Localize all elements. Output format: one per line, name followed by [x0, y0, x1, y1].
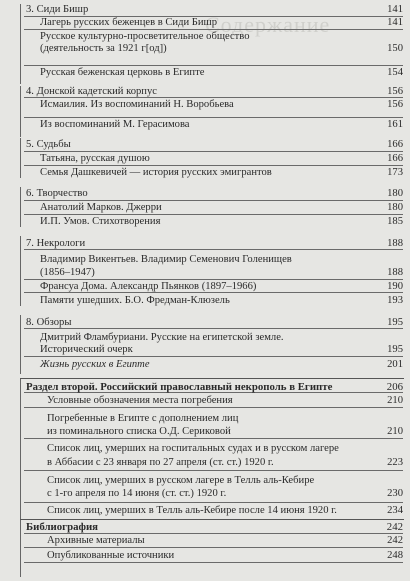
toc-page-number: 141	[387, 4, 403, 15]
row-rule	[24, 547, 403, 548]
toc-page-number: 156	[387, 99, 403, 110]
row-rule	[24, 562, 403, 563]
toc-entry-title: 8. Обзоры	[26, 317, 72, 328]
toc-entry-title: Франсуа Дома. Александр Пьянков (1897–1966)	[40, 281, 257, 292]
section-bar	[20, 187, 21, 227]
toc-page-number: 242	[387, 535, 403, 546]
toc-page-number: 180	[387, 188, 403, 199]
row-rule	[24, 200, 403, 201]
row-rule	[24, 356, 403, 357]
toc-entry-title: 7. Некрологи	[26, 238, 86, 249]
section-bar	[20, 86, 21, 137]
row-rule	[24, 151, 403, 152]
toc-page-number: 210	[387, 426, 403, 437]
section-bar	[20, 379, 21, 520]
toc-page-number: 190	[387, 281, 403, 292]
toc-page-number: 150	[387, 43, 403, 54]
toc-entry-title: Русская беженская церковь в Египте	[40, 67, 205, 78]
toc-entry-title: Архивные материалы	[47, 535, 145, 546]
toc-entry-title: 3. Сиди Бишр	[26, 4, 89, 15]
toc-entry-title: Семья Дашкевичей — история русских эмигрантов	[40, 167, 272, 178]
toc-entry-title: Лагерь русских беженцев в Сиди Бишр	[40, 17, 218, 28]
toc-entry-title: Памяти ушедших. Б.О. Фредман-Клюзель	[40, 295, 230, 306]
toc-page-number: 188	[387, 238, 403, 249]
toc-page-number: 161	[387, 119, 403, 130]
row-rule	[24, 165, 403, 166]
toc-page-number: 180	[387, 202, 403, 213]
toc-page-number: 201	[387, 359, 403, 370]
row-rule	[24, 533, 403, 534]
section-bar	[20, 4, 21, 84]
toc-entry-title: Исторический очерк	[40, 344, 133, 355]
toc-page-number: 156	[387, 86, 403, 97]
toc-page-number: 230	[387, 488, 403, 499]
toc-entry-title: Татьяна, русская душою	[40, 153, 150, 164]
toc-entry-title: из поминального списка О.Д. Сериковой	[47, 426, 231, 437]
toc-entry-title: Исмаилия. Из воспоминаний Н. Воробьева	[40, 99, 234, 110]
section-divider	[20, 519, 404, 520]
section-bar	[20, 236, 21, 306]
row-rule	[24, 502, 403, 503]
row-rule	[24, 407, 403, 408]
toc-entry-title: Владимир Викентьев. Владимир Семенович Голенищев	[40, 254, 292, 265]
toc-entry-title: Анатолий Марков. Джерри	[40, 202, 162, 213]
toc-page-number: 206	[386, 381, 403, 393]
section-bar	[20, 315, 21, 374]
toc-page-number: 166	[387, 139, 403, 150]
toc-page-number: 185	[387, 216, 403, 227]
row-rule	[24, 279, 403, 280]
toc-entry-title: 6. Творчество	[26, 188, 88, 199]
toc-entry-title: Список лиц, умерших в русском лагере в Телль аль-Кебире	[47, 475, 315, 486]
toc-entry-title: Условные обозначения места погребения	[47, 395, 233, 406]
toc-entry-title: Русское культурно-просветительное общество	[40, 31, 250, 42]
toc-entry-title: Список лиц, умерших в Телль аль-Кебире после 14 июня 1920 г.	[47, 505, 337, 516]
toc-page-number: 188	[387, 267, 403, 278]
toc-entry-title: Жизнь русских в Египте	[40, 359, 150, 370]
row-rule	[24, 117, 403, 118]
toc-page-number: 154	[387, 67, 403, 78]
toc-page-number: 141	[387, 17, 403, 28]
row-rule	[24, 29, 403, 30]
toc-page-number: 223	[387, 457, 403, 468]
toc-page-number: 166	[387, 153, 403, 164]
row-rule	[24, 328, 403, 329]
toc-page-number: 193	[387, 295, 403, 306]
toc-entry-title: Библиография	[26, 521, 99, 533]
row-rule	[24, 470, 403, 471]
toc-entry-title: 5. Судьбы	[26, 139, 71, 150]
toc-entry-title: с 1-го апреля по 14 июня (ст. ст.) 1920 г.	[47, 488, 227, 499]
row-rule	[24, 214, 403, 215]
section-divider	[20, 378, 404, 379]
toc-entry-title: в Аббасии с 23 января по 27 апреля (ст. ст.) 1920 г.	[47, 457, 274, 468]
toc-page-number: 195	[387, 344, 403, 355]
section-bar	[20, 520, 21, 577]
toc-entry-title: Раздел второй. Российский православный некрополь в Египте	[26, 381, 333, 393]
toc-entry-title: 4. Донской кадетский корпус	[26, 86, 157, 97]
toc-entry-title: (1856–1947)	[40, 267, 95, 278]
toc-page-number: 210	[387, 395, 403, 406]
toc-entry-title: И.П. Умов. Стихотворения	[40, 216, 161, 227]
toc-entry-title: Опубликованные источники	[47, 550, 175, 561]
section-bar	[20, 138, 21, 178]
toc-page-number: 248	[387, 550, 403, 561]
toc-entry-title: Дмитрий Фламбуриани. Русские на египетской земле.	[40, 332, 284, 343]
row-rule	[24, 65, 403, 66]
toc-entry-title: (деятельность за 1921 г[од])	[40, 43, 167, 54]
toc-page-number: 234	[387, 505, 403, 516]
toc-page-number: 195	[387, 317, 403, 328]
toc-page-number: 242	[386, 521, 403, 533]
toc-page-number: 173	[387, 167, 403, 178]
row-rule	[24, 438, 403, 439]
toc-entry-title: Из воспоминаний М. Герасимова	[40, 119, 190, 130]
toc-entry-title: Погребенные в Египте с дополнением лиц	[47, 413, 239, 424]
toc-entry-title: Список лиц, умерших на госпитальных судах и в русском лагере	[47, 443, 339, 454]
bleed-through-text: Содержание	[205, 12, 331, 37]
